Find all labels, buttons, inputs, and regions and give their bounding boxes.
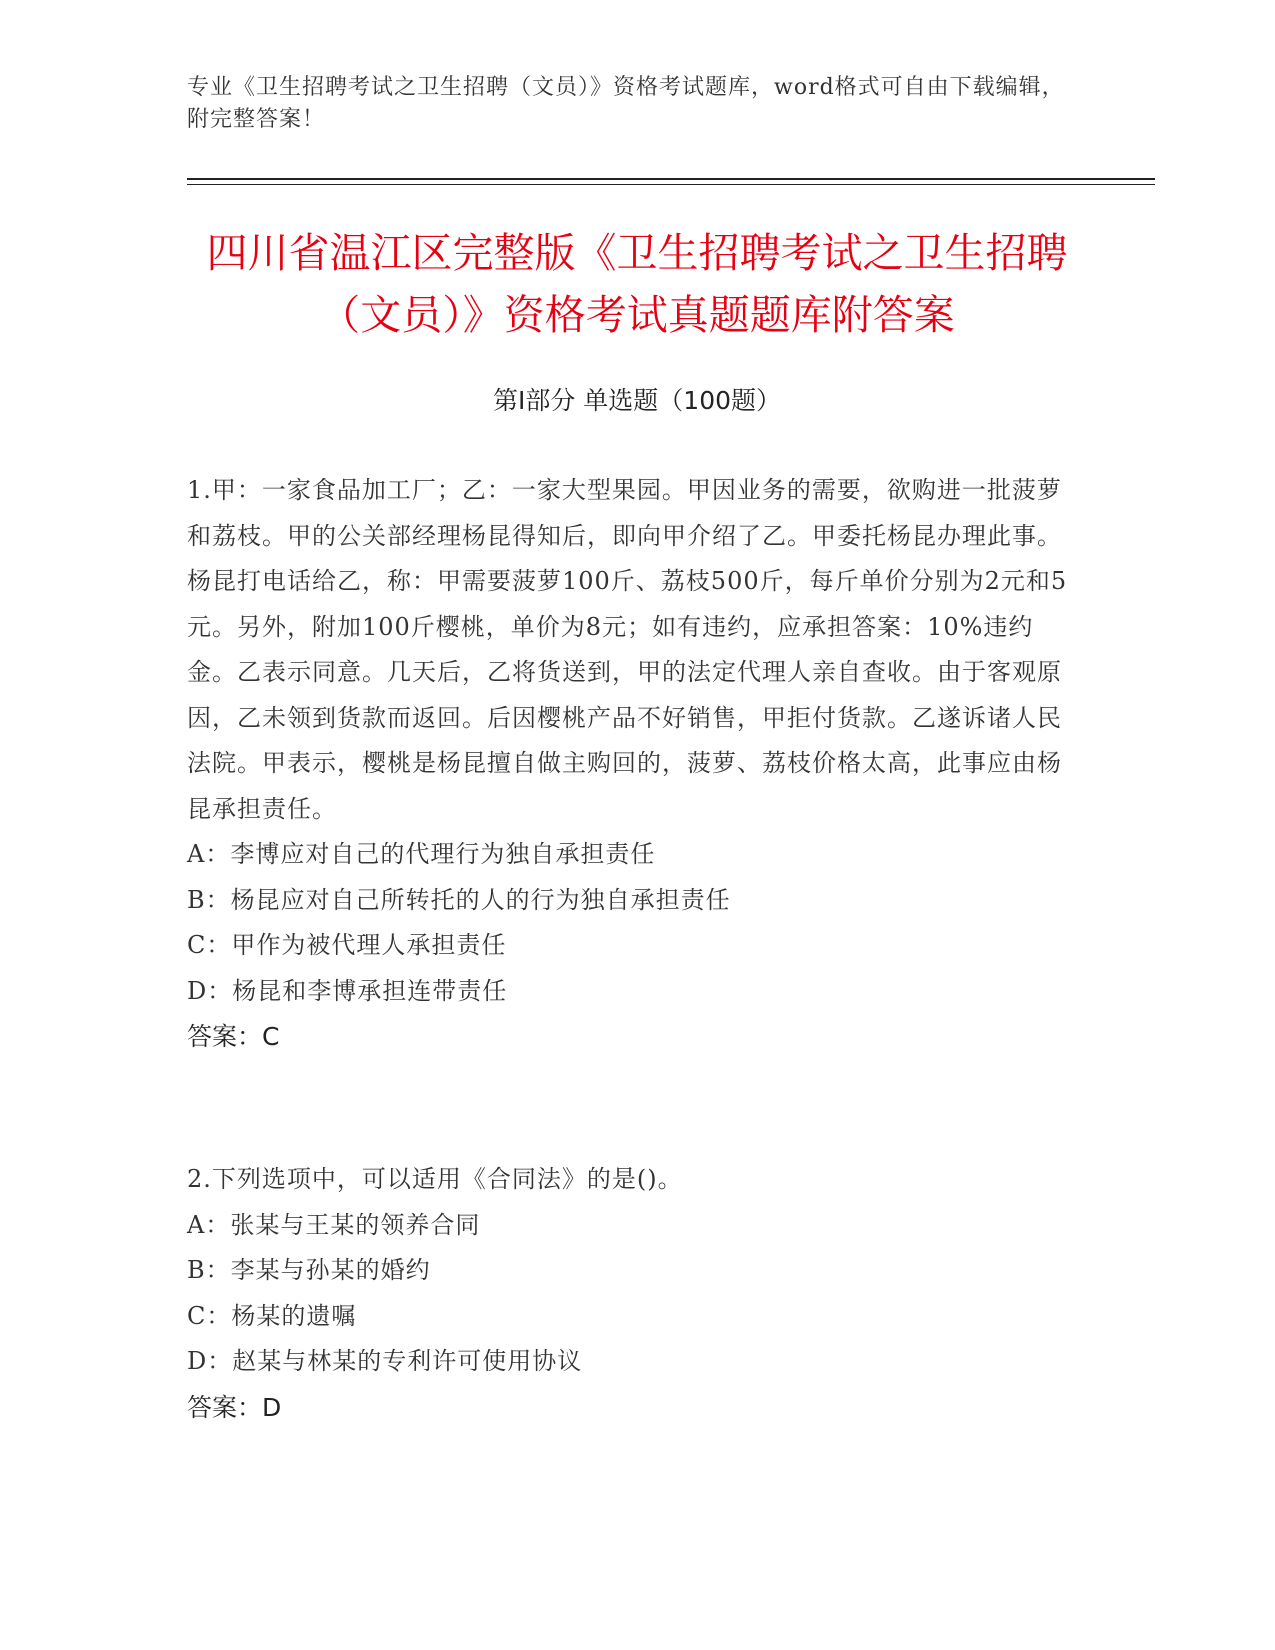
option-a: A：李博应对自己的代理行为独自承担责任 <box>187 840 656 868</box>
question-2 <box>187 1157 1082 1430</box>
option-a: A：张某与王某的领养合同 <box>187 1210 481 1239</box>
answer-line: 答案：D <box>187 1392 282 1422</box>
header-divider-thin <box>187 184 1155 185</box>
answer-line: 答案：C <box>187 1022 280 1051</box>
section-title: 第Ⅰ部分 单选题（100题） <box>492 386 782 415</box>
header-divider-thick <box>187 178 1155 180</box>
question-stem: 2.下列选项中，可以适用《合同法》的是()。 <box>187 1165 683 1193</box>
option-d: D：杨昆和李博承担连带责任 <box>187 976 508 1005</box>
option-b: B：杨昆应对自己所转托的人的行为独自承担责任 <box>187 885 731 914</box>
option-b: B：李某与孙某的婚约 <box>187 1256 431 1284</box>
option-c: C：甲作为被代理人承担责任 <box>187 931 507 959</box>
option-d: D：赵某与林某的专利许可使用协议 <box>187 1347 583 1375</box>
question-1 <box>187 468 1082 1060</box>
question-stem: 1.甲：一家食品加工厂；乙：一家大型果园。甲因业务的需要，欲购进一批菠萝和荔枝。甲的公关部经理杨昆得知后，即向甲介绍了乙。甲委托杨昆办理此事。杨昆打电话给乙，称：甲需要菠萝100斤、荔枝500斤，每斤单价分别为2元和5元。另外，附加100斤樱桃，单价为8元；如有违约，应承担答案：10%违约金。乙表示同意。几天后，乙将货送到，甲的法定代理人亲自查收。由于客观原因，乙未领到货款而返回。后因樱桃产品不好销售，甲拒付货款。乙遂诉诸人民法院。甲表示，樱桃是杨昆擅自做主购回的，菠萝、荔枝价格太高，此事应由杨昆承担责任。 <box>187 476 1068 823</box>
header-note: 专业《卫生招聘考试之卫生招聘（文员）》资格考试题库，word格式可自由下载编辑，附完整答案！ <box>187 75 1065 132</box>
option-c: C：杨某的遗嘱 <box>187 1301 357 1330</box>
document-title: 四川省温江区完整版《卫生招聘考试之卫生招聘（文员）》资格考试真题题库附答案 <box>206 229 1068 339</box>
